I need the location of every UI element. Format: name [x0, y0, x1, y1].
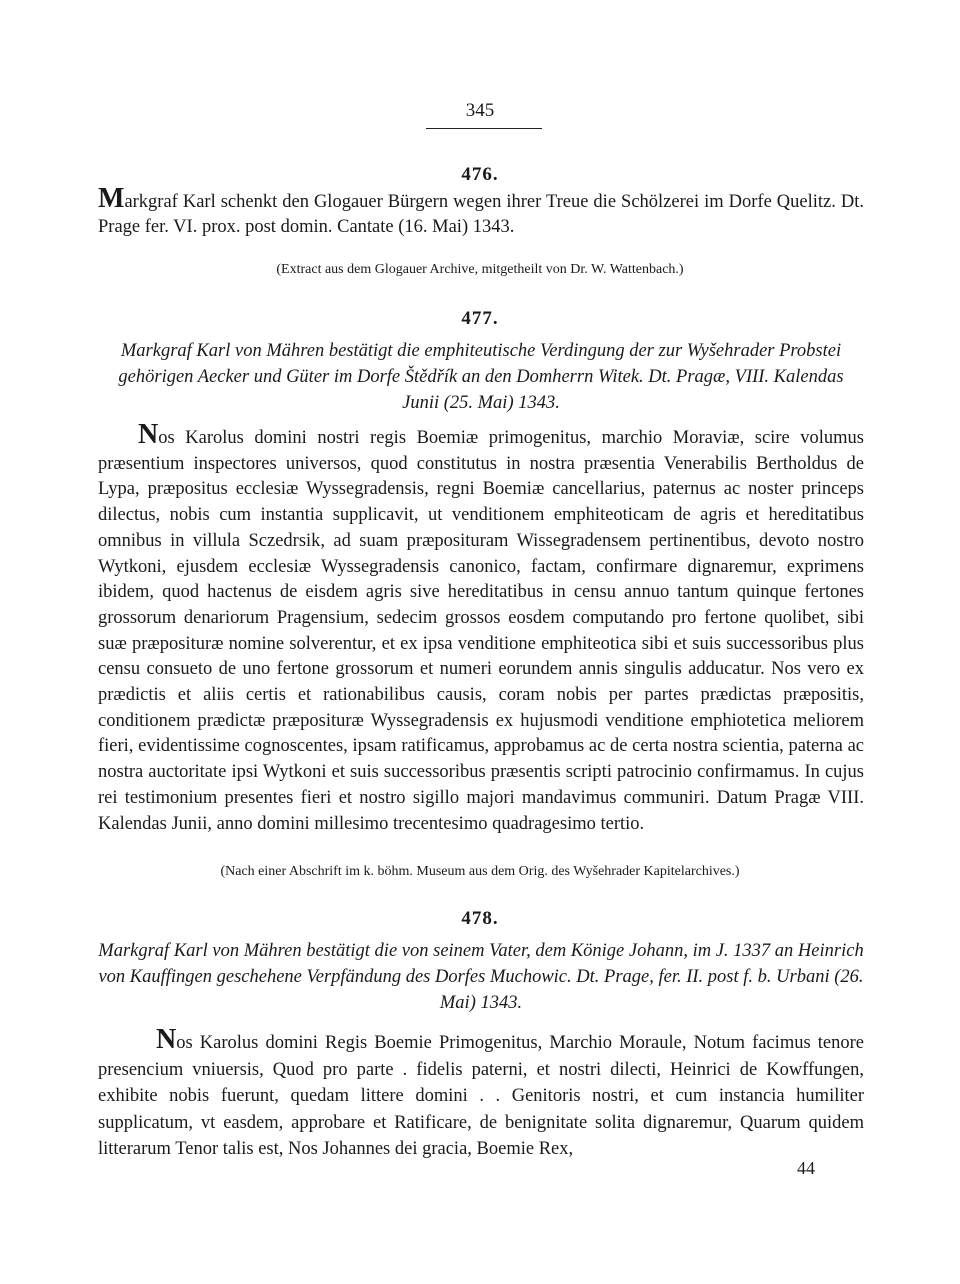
drop-initial: N	[138, 419, 159, 450]
document-476-text	[98, 183, 864, 239]
document-number-477: 477.	[461, 308, 499, 329]
page-number: 345	[465, 100, 495, 121]
drop-initial: N	[156, 1024, 177, 1055]
document-478-body: os Karolus domini Regis Boemie Primogenitus, Marchio Moraule, Notum facimus tenore presencium vniuersis, Quod pro parte . fidelis paterni, et nostri dilecti, Heinrici de Kowffungen, exhibite nobis fuerunt, quedam littere domini . . Genitoris nostri, et cum instancia humiliter supplicatum, vt easdem, approbare et Ratificare, de benignitate solita dignaremur, Quarum quidem litterarum Tenor talis est, Nos Johannes dei gracia, Boemie Rex,	[98, 1033, 864, 1159]
document-478-summary: Markgraf Karl von Mähren bestätigt die von seinem Vater, dem Könige Johann, im J. 1337 an Heinrich von Kauffingen geschehene Verpfändung des Dorfes Muchowic. Dt. Prage, fer. II. post f. b. Urbani (26. Mai) 1343.	[98, 941, 864, 1013]
document-477-summary: Markgraf Karl von Mähren bestätigt die emphiteutische Verdingung der zur Wyšehrader Probstei gehörigen Aecker und Güter im Dorfe Štědřík an den Domherrn Witek. Dt. Pragæ, VIII. Kalendas Junii (25. Mai) 1343.	[118, 341, 844, 413]
drop-initial: M	[98, 183, 125, 214]
document-number-478: 478.	[461, 908, 499, 929]
document-476-body: arkgraf Karl schenkt den Glogauer Bürgern wegen ihrer Treue die Schölzerei im Dorfe Quelitz. Dt. Prage fer. VI. prox. post domin. Cantate (16. Mai) 1343.	[98, 192, 864, 237]
document-477-body: os Karolus domini nostri regis Boemiæ primogenitus, marchio Moraviæ, scire volumus præsentium inspectores universos, quod constitutus in nostra præsentia Venerabilis Bertholdus de Lypa, præpositus ecclesiæ Wyssegradensis, regni Boemiæ cancellarius, paternus ac noster princeps dilectus, nobis cum instantia supplicavit, ut venditionem emphiteoticam de agris et hereditatibus omnibus in villula Sczedrsik, ad suam præposituram Wissegradensem pertinentibus, devoto nostro Wytkoni, ejusdem ecclesiæ Wyssegradensis canonico, factam, confirmare dignaremur, exprimens ibidem, quod hactenus de eisdem agris sive hereditatibus in censu annuo tantum quinque fertones grossorum denariorum Pragensium, sedecim grossos eosdem computando pro fertone quolibet, sibi suæ præposituræ nomine solverentur, et ex ipsa venditione emphiteotica sibi et suis successoribus plus censu consueto de uno fertone grossorum et numeri eorundem annis singulis adducatur. Nos vero ex prædictis et aliis certis et rationabilibus causis, coram nobis per partes prædictas præpositis, conditionem prædictæ præposituræ Wyssegradensis ex hujusmodi venditione emphiotetica meliorem fieri, evidentissime cognoscentes, ipsam ratificamus, approbamus ac de certa nostra scientia, paterna ac nostra auctoritate ipsi Wytkoni et suis successoribus præsentis scripti patrocinio confirmamus. In cujus rei testimonium presentes fieri et nostro sigillo majori mandavimus communiri. Datum Pragæ VIII. Kalendas Junii, anno domini millesimo trecentesimo quadragesimo tertio.	[98, 428, 864, 834]
signature-mark: 44	[797, 1158, 815, 1178]
header-rule	[426, 128, 542, 129]
document-477-text	[98, 419, 864, 837]
document-476-source: (Extract aus dem Glogauer Archive, mitgetheilt von Dr. W. Wattenbach.)	[276, 262, 684, 277]
document-number-476: 476.	[461, 164, 499, 185]
document-477-source: (Nach einer Abschrift im k. böhm. Museum aus dem Orig. des Wyšehrader Kapitelarchives.)	[220, 864, 740, 879]
document-478-text	[98, 1024, 864, 1163]
